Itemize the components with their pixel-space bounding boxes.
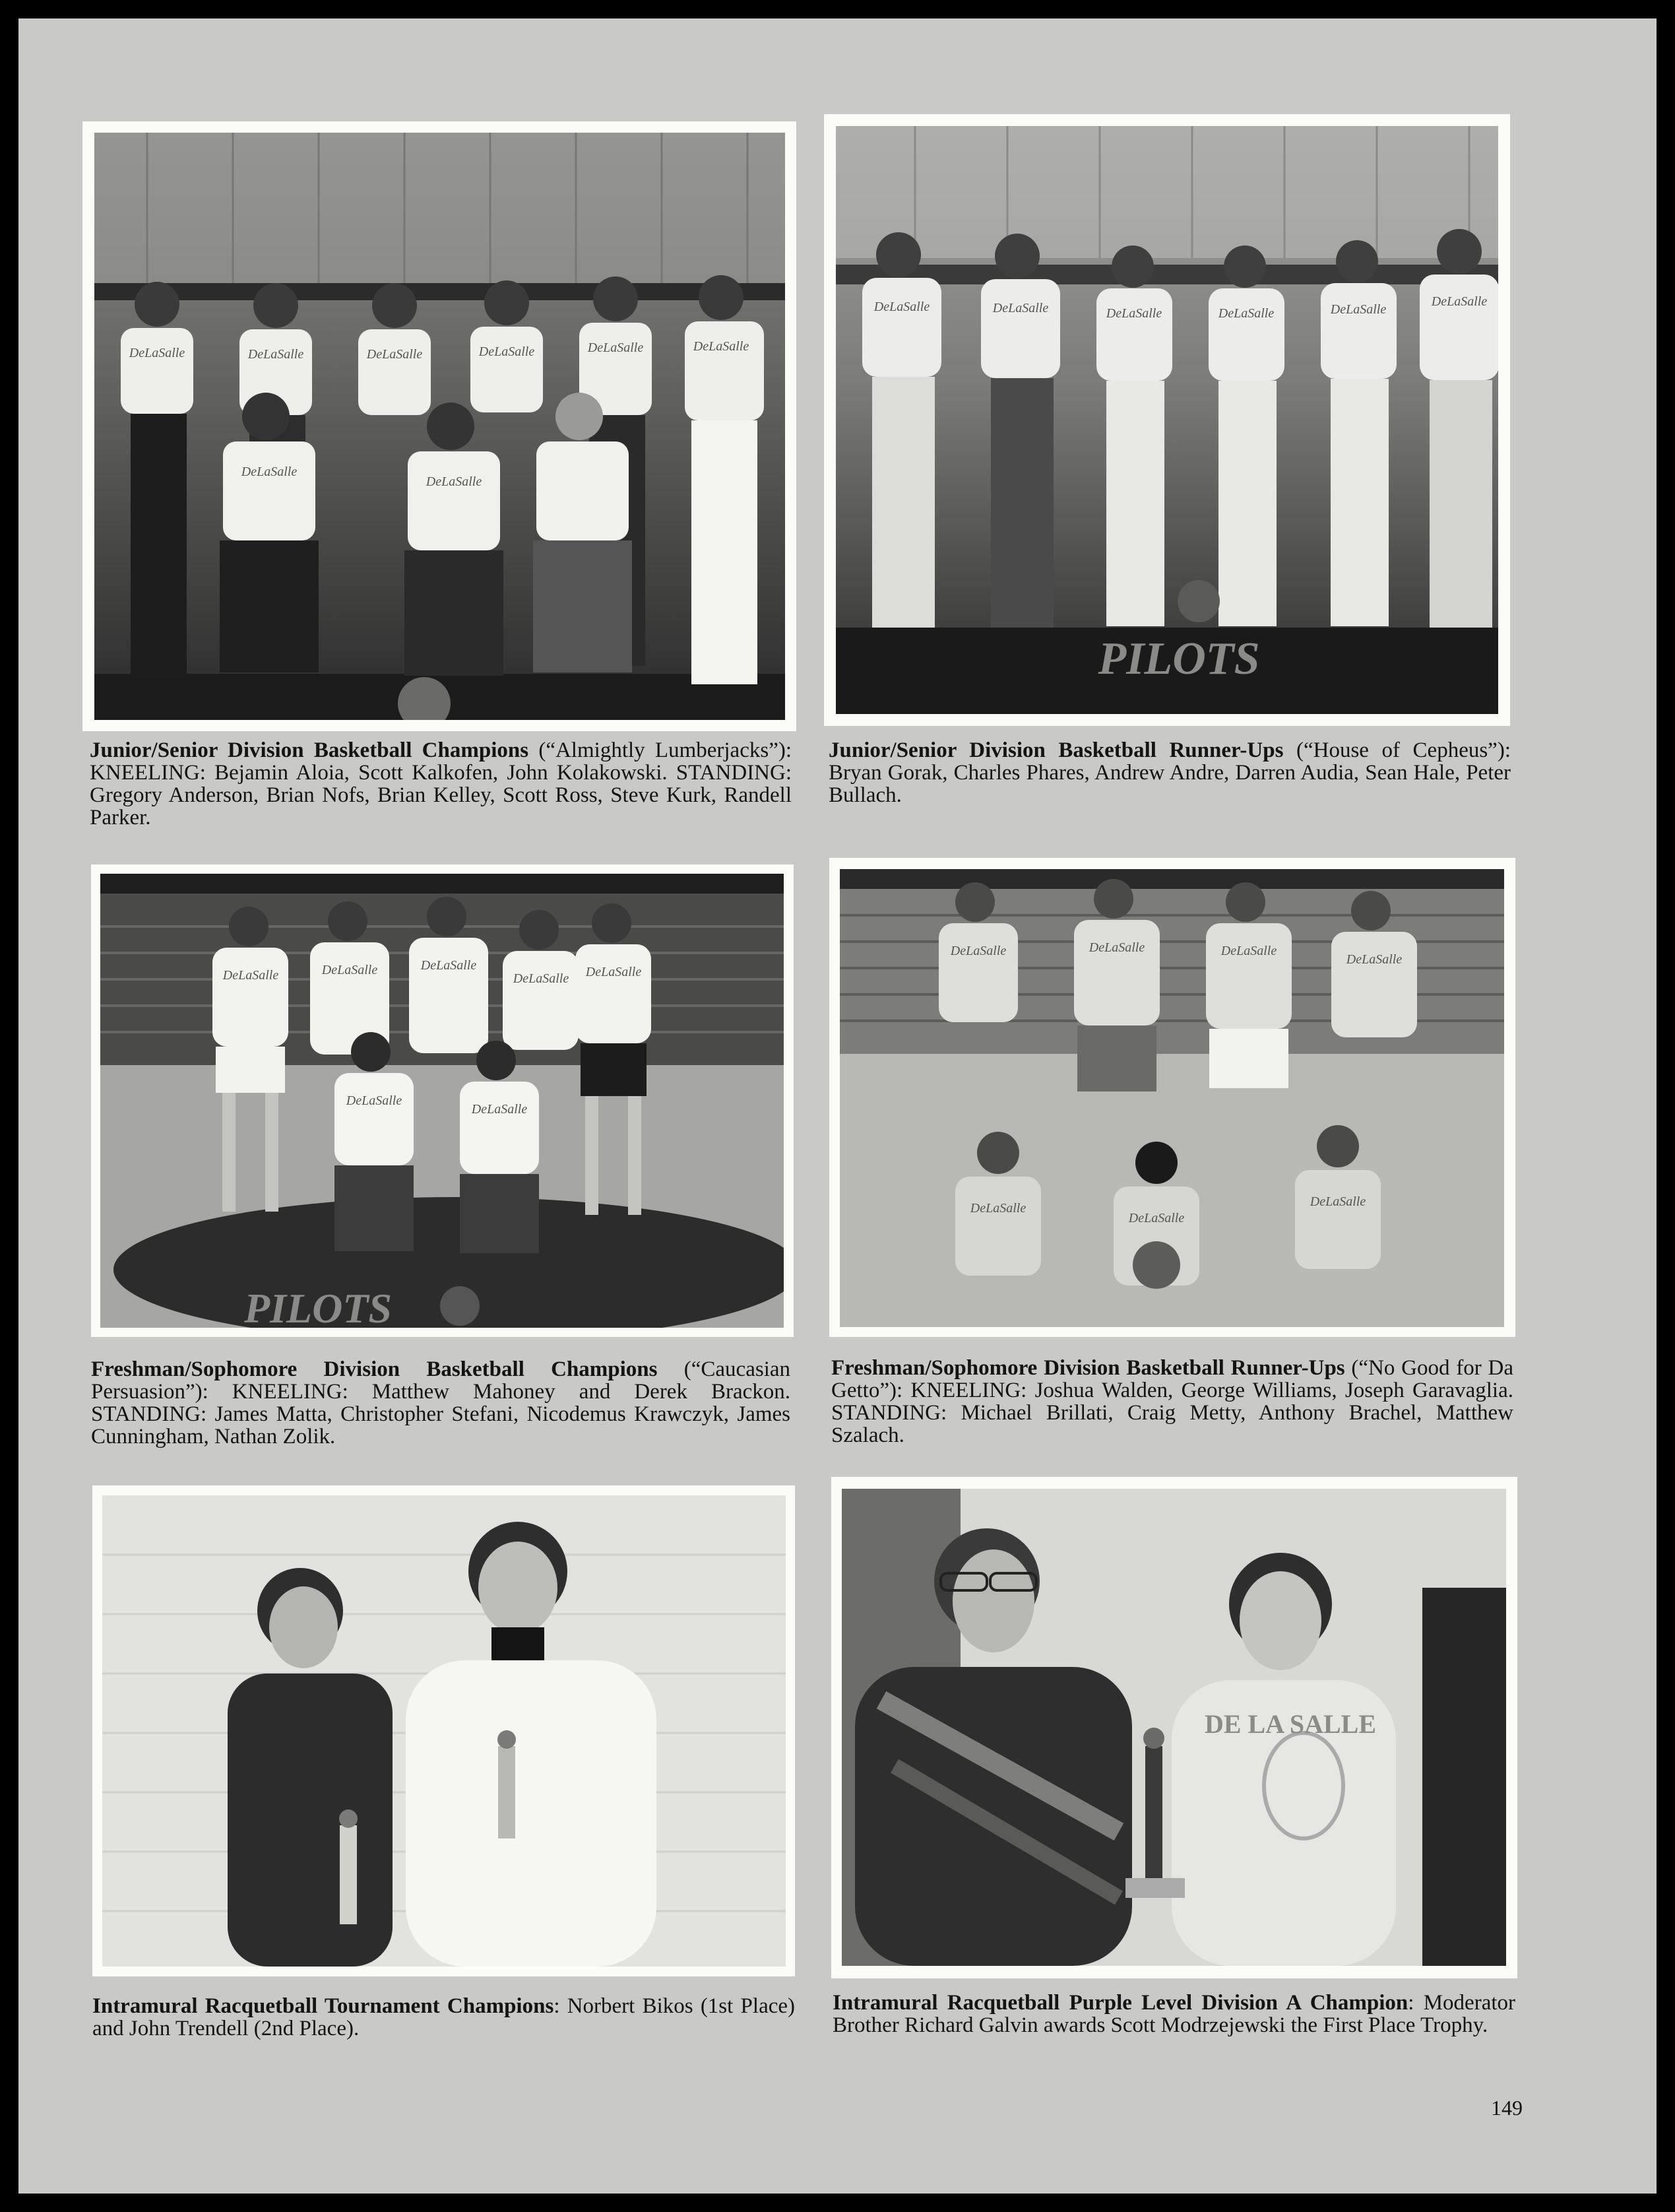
yearbook-page xyxy=(18,18,1657,2194)
shirt-print: DeLaSalle xyxy=(241,465,298,479)
shirt-print: DeLaSalle xyxy=(1128,1211,1185,1225)
shirt-print: DeLaSalle xyxy=(1310,1194,1366,1209)
shirt-print: DeLaSalle xyxy=(366,347,423,362)
caption-title: Intramural Racquetball Purple Level Division A Champion xyxy=(833,1991,1408,2015)
racquetball-champions-photo xyxy=(102,1495,786,1967)
caption-text: (“No Good for Da Getto”): KNEELING: Joshua Walden, George Williams, Joseph Garavaglia. STANDING: Michael Brillati, Craig Metty, Anthony Brachel, Matthew Szalach. xyxy=(831,1356,1513,1447)
shirt-print: DeLaSalle xyxy=(247,347,304,362)
shirt-print: DeLaSalle xyxy=(1106,306,1162,321)
shirt-print: DE LA SALLE xyxy=(1204,1709,1377,1739)
shirt-print: DeLaSalle xyxy=(420,958,477,973)
shirt-print: DeLaSalle xyxy=(321,963,378,977)
shirt-print: DeLaSalle xyxy=(129,346,185,360)
photo-caption xyxy=(831,1357,1513,1447)
shirt-print: DeLaSalle xyxy=(873,300,930,314)
shirt-print: DeLaSalle xyxy=(1330,302,1387,317)
racquetball-trophy-award-photo xyxy=(842,1489,1506,1966)
photo-caption xyxy=(829,739,1511,806)
shirt-print: DeLaSalle xyxy=(1346,952,1403,967)
shirt-print: DeLaSalle xyxy=(970,1201,1027,1216)
caption-text: (“House of Cepheus”): Bryan Gorak, Charles Phares, Andrew Andre, Darren Audia, Sean Hale, Peter Bullach. xyxy=(829,738,1511,807)
photo-caption xyxy=(91,1358,790,1448)
shirt-print: DeLaSalle xyxy=(693,339,749,354)
shirt-print: DeLaSalle xyxy=(585,965,642,979)
shirt-print: DeLaSalle xyxy=(222,968,279,983)
caption-text: (“Almightly Lumberjacks”): KNEELING: Bejamin Aloia, Scott Kalkofen, John Kolakowski. STANDING: Gregory Anderson, Brian Nofs, Brian Kelley, Scott Ross, Steve Kurk, Randell Parker. xyxy=(90,738,792,830)
shirt-print: DeLaSalle xyxy=(1218,306,1275,321)
shirt-print: DeLaSalle xyxy=(950,944,1007,958)
shirt-print: DeLaSalle xyxy=(587,341,644,355)
shirt-print: DeLaSalle xyxy=(513,971,569,986)
shirt-print: DeLaSalle xyxy=(1431,294,1488,309)
caption-title: Freshman/Sophomore Division Basketball Champions xyxy=(91,1357,658,1381)
photo-caption xyxy=(833,1992,1515,2036)
caption-title: Junior/Senior Division Basketball Champions xyxy=(90,738,529,762)
team-photo-juniors-runner-ups xyxy=(836,126,1498,714)
shirt-print: DeLaSalle xyxy=(1220,944,1277,958)
caption-title: Freshman/Sophomore Division Basketball Runner-Ups xyxy=(831,1356,1345,1380)
shirt-print: DeLaSalle xyxy=(992,301,1049,315)
team-photo-juniors-champions xyxy=(94,133,785,720)
photo-caption xyxy=(90,739,792,829)
team-photo-freshmen-runner-ups xyxy=(840,869,1504,1327)
floor-logo: PILOTS xyxy=(244,1285,392,1328)
floor-logo: PILOTS xyxy=(1098,634,1260,684)
caption-text: : Norbert Bikos (1st Place) and John Trendell (2nd Place). xyxy=(92,1994,795,2040)
shirt-print: DeLaSalle xyxy=(471,1102,528,1117)
photo-caption xyxy=(92,1995,795,2040)
caption-title: Intramural Racquetball Tournament Champions xyxy=(92,1994,554,2018)
caption-text: : Moderator Brother Richard Galvin awards Scott Modrzejewski the First Place Trophy. xyxy=(833,1991,1515,2037)
caption-title: Junior/Senior Division Basketball Runner-Ups xyxy=(829,738,1284,762)
caption-text: (“Caucasian Persuasion”): KNEELING: Matthew Mahoney and Derek Brackon. STANDING: James Matta, Christopher Stefani, Nicodemus Krawczyk, James Cunningham, Nathan Zolik. xyxy=(91,1357,791,1448)
shirt-print: DeLaSalle xyxy=(426,474,482,489)
team-photo-freshmen-champions xyxy=(100,874,784,1328)
shirt-print: DeLaSalle xyxy=(1089,940,1145,955)
page-number: 149 xyxy=(1491,2096,1523,2120)
shirt-print: DeLaSalle xyxy=(478,344,535,359)
shirt-print: DeLaSalle xyxy=(346,1093,402,1108)
